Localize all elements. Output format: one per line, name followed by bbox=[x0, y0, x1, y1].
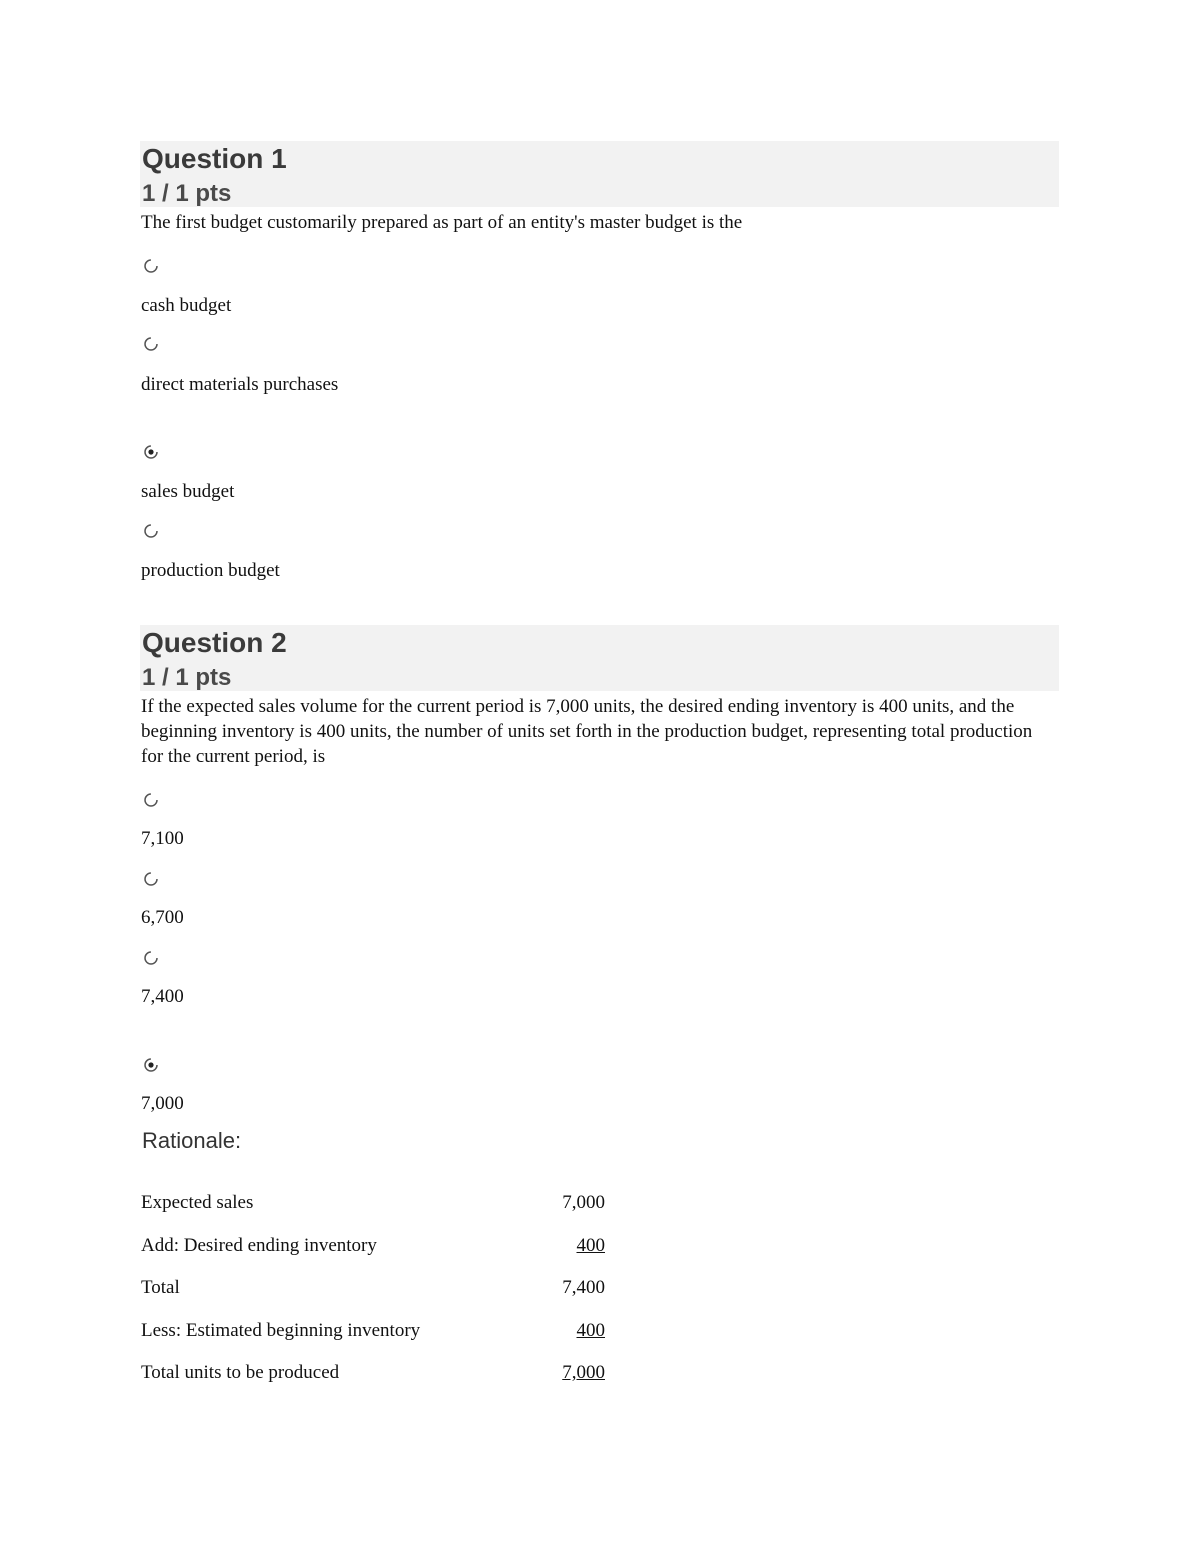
radio-selected-icon[interactable] bbox=[143, 1057, 159, 1073]
radio-unselected-icon[interactable] bbox=[143, 523, 159, 539]
question-2-header bbox=[140, 625, 1059, 691]
rationale-row-value: 7,000 bbox=[562, 1362, 605, 1383]
answer-option-label: 7,100 bbox=[141, 828, 184, 849]
question-title: Question 1 bbox=[142, 143, 287, 174]
radio-selected-icon[interactable] bbox=[143, 444, 159, 460]
radio-unselected-icon[interactable] bbox=[143, 950, 159, 966]
rationale-row-value: 400 bbox=[576, 1320, 605, 1341]
rationale-row-value: 7,400 bbox=[562, 1277, 605, 1298]
answer-option-label: production budget bbox=[141, 560, 280, 581]
answer-option-label: 6,700 bbox=[141, 907, 184, 928]
rationale-row-label: Expected sales bbox=[141, 1192, 254, 1213]
answer-option-label: 7,000 bbox=[141, 1093, 184, 1114]
radio-unselected-icon[interactable] bbox=[143, 336, 159, 352]
answer-option-label: direct materials purchases bbox=[141, 374, 339, 395]
answer-option-label: sales budget bbox=[141, 481, 235, 502]
rationale-row-label: Total units to be produced bbox=[141, 1362, 340, 1383]
rationale-row-value: 7,000 bbox=[562, 1192, 605, 1213]
answer-option-label: 7,400 bbox=[141, 986, 184, 1007]
question-title: Question 2 bbox=[142, 627, 287, 658]
radio-unselected-icon[interactable] bbox=[143, 258, 159, 274]
radio-unselected-icon[interactable] bbox=[143, 792, 159, 808]
question-prompt: If the expected sales volume for the current period is 7,000 units, the desired ending inventory is 400 units, and the beginning inventory is 400 units, the number of units set forth in the production budget, representing total production for the current period, is bbox=[141, 696, 1033, 767]
question-points: 1 / 1 pts bbox=[142, 664, 232, 691]
rationale-row-label: Total bbox=[141, 1277, 180, 1298]
question-1-header bbox=[140, 141, 1059, 207]
rationale-row-label: Add: Desired ending inventory bbox=[141, 1235, 377, 1256]
rationale-heading: Rationale: bbox=[142, 1128, 242, 1153]
question-points: 1 / 1 pts bbox=[142, 180, 232, 207]
rationale-row-label: Less: Estimated beginning inventory bbox=[141, 1320, 421, 1341]
answer-option-label: cash budget bbox=[141, 295, 232, 316]
radio-unselected-icon[interactable] bbox=[143, 871, 159, 887]
question-prompt: The first budget customarily prepared as part of an entity's master budget is the bbox=[141, 212, 743, 233]
rationale-row-value: 400 bbox=[576, 1235, 605, 1256]
